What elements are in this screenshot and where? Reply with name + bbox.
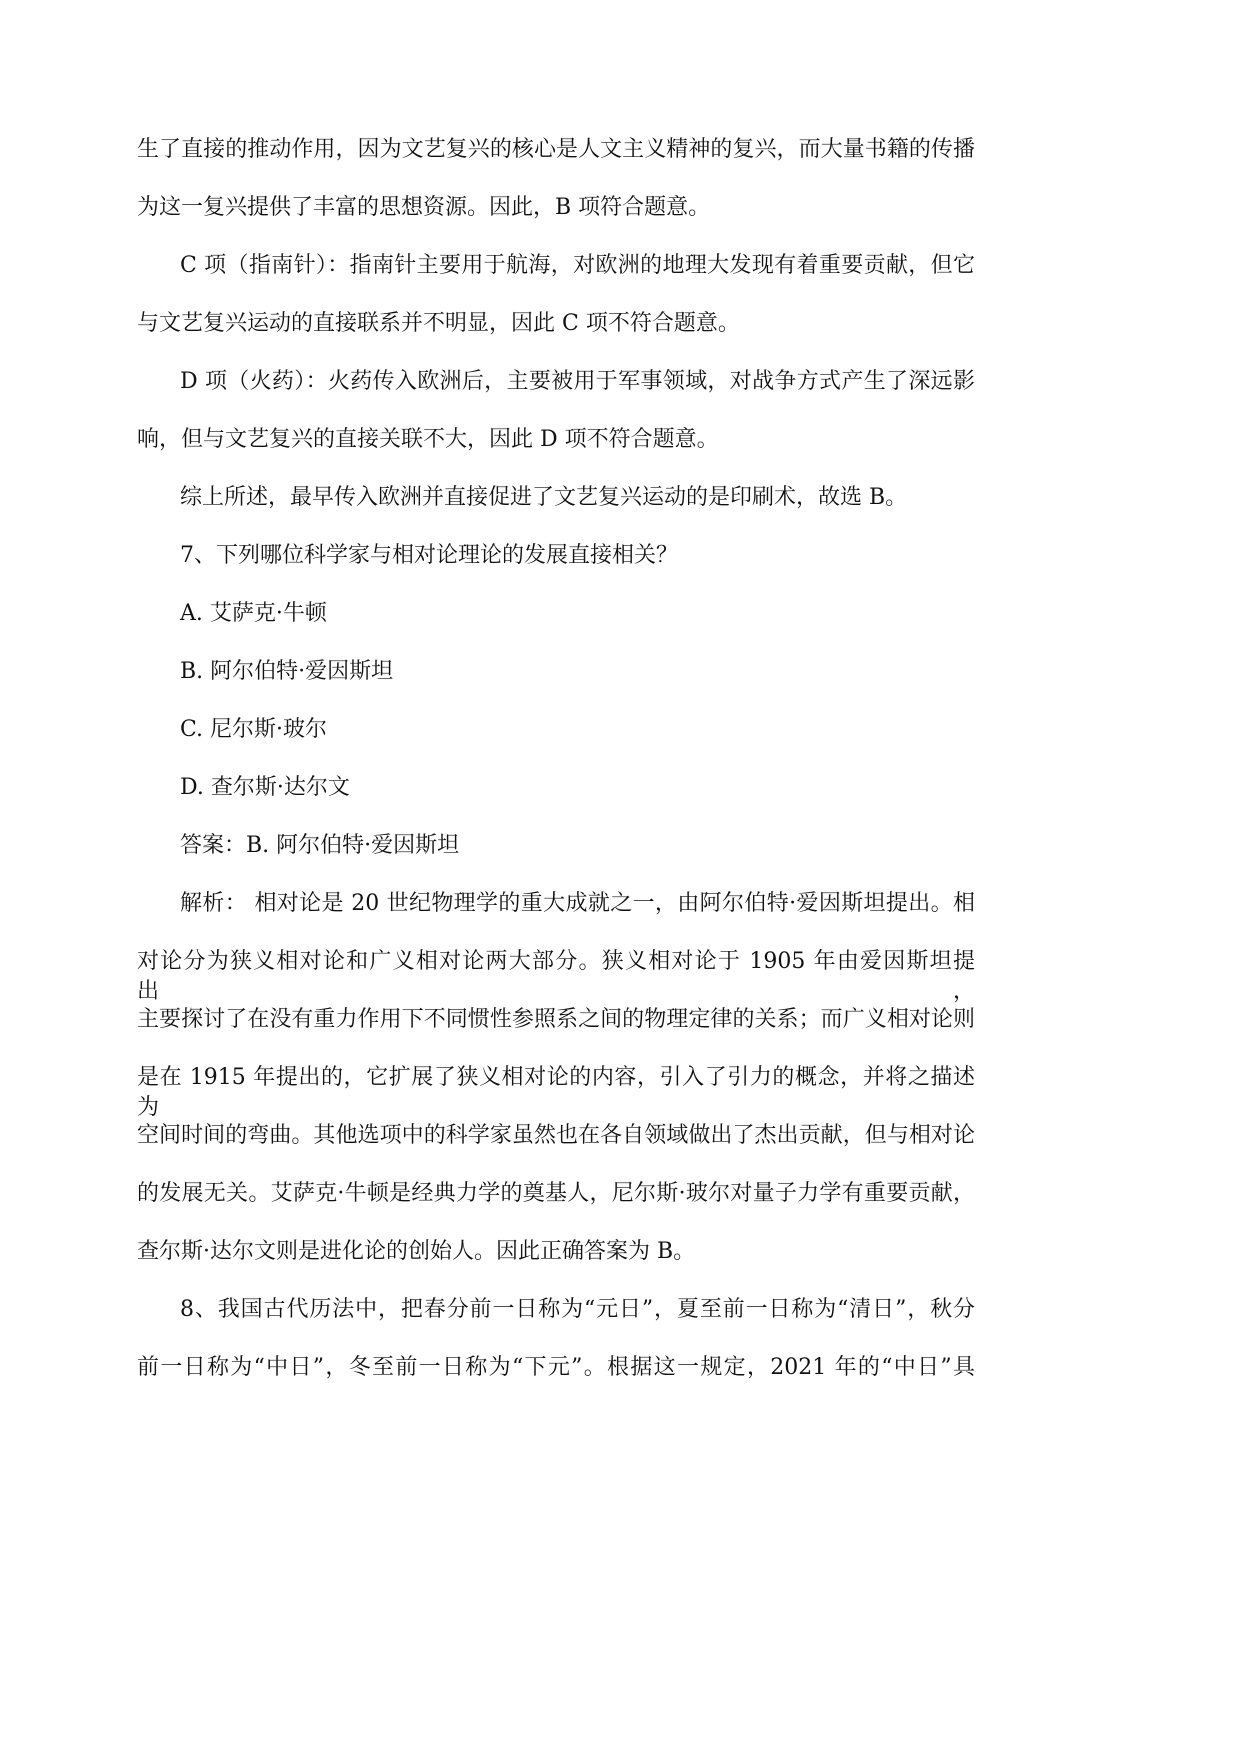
answer: 答案：B. 阿尔伯特·爱因斯坦	[180, 833, 460, 858]
text-line: 响，但与文艺复兴的直接关联不大，因此 D 项不符合题意。	[137, 427, 719, 452]
question-8	[137, 1295, 975, 1411]
text-line: 生了直接的推动作用，因为文艺复兴的核心是人文主义精神的复兴，而大量书籍的传播	[137, 137, 975, 162]
question-7: 7、下列哪位科学家与相对论理论的发展直接相关？	[180, 543, 678, 568]
text-line: 查尔斯·达尔文则是进化论的创始人。因此正确答案为 B。	[137, 1239, 696, 1264]
option-a: A. 艾萨克·牛顿	[180, 601, 327, 626]
text-line: D 项（火药）：火药传入欧洲后，主要被用于军事领域，对战争方式产生了深远影	[180, 369, 975, 394]
text-line: 主要探讨了在没有重力作用下不同惯性参照系之间的物理定律的关系；而广义相对论则	[137, 1007, 975, 1032]
text-line: C 项（指南针）：指南针主要用于航海，对欧洲的地理大发现有着重要贡献，但它	[180, 253, 975, 278]
text-line: 是在 1915 年提出的，它扩展了狭义相对论的内容，引入了引力的概念，并将之描述为	[137, 1065, 975, 1120]
paragraph-option-b-end	[137, 135, 975, 251]
text-line: 解析： 相对论是 20 世纪物理学的重大成就之一，由阿尔伯特·爱因斯坦提出。相	[180, 891, 975, 916]
text-line: 与文艺复兴运动的直接联系并不明显，因此 C 项不符合题意。	[137, 311, 740, 336]
option-b: B. 阿尔伯特·爱因斯坦	[180, 659, 394, 684]
option-d: D. 查尔斯·达尔文	[180, 775, 350, 800]
paragraph-option-c	[137, 251, 975, 367]
paragraph-summary: 综上所述，最早传入欧洲并直接促进了文艺复兴运动的是印刷术，故选 B。	[180, 485, 908, 510]
analysis	[137, 889, 975, 1295]
document-page	[137, 135, 975, 1411]
text-line: 的发展无关。艾萨克·牛顿是经典力学的奠基人，尼尔斯·玻尔对量子力学有重要贡献，	[137, 1181, 975, 1206]
paragraph-option-d	[137, 367, 975, 483]
option-c: C. 尼尔斯·玻尔	[180, 717, 328, 742]
text-line: 8、我国古代历法中，把春分前一日称为“元日”，夏至前一日称为“清日”，秋分	[180, 1297, 975, 1322]
text-line: 空间时间的弯曲。其他选项中的科学家虽然也在各自领域做出了杰出贡献，但与相对论	[137, 1123, 975, 1148]
text-line: 前一日称为“中日”，冬至前一日称为“下元”。根据这一规定，2021 年的“中日”具	[137, 1355, 975, 1380]
text-line: 对论分为狭义相对论和广义相对论两大部分。狭义相对论于 1905 年由爱因斯坦提出，	[137, 949, 975, 1004]
text-line: 为这一复兴提供了丰富的思想资源。因此，B 项符合题意。	[137, 195, 711, 220]
